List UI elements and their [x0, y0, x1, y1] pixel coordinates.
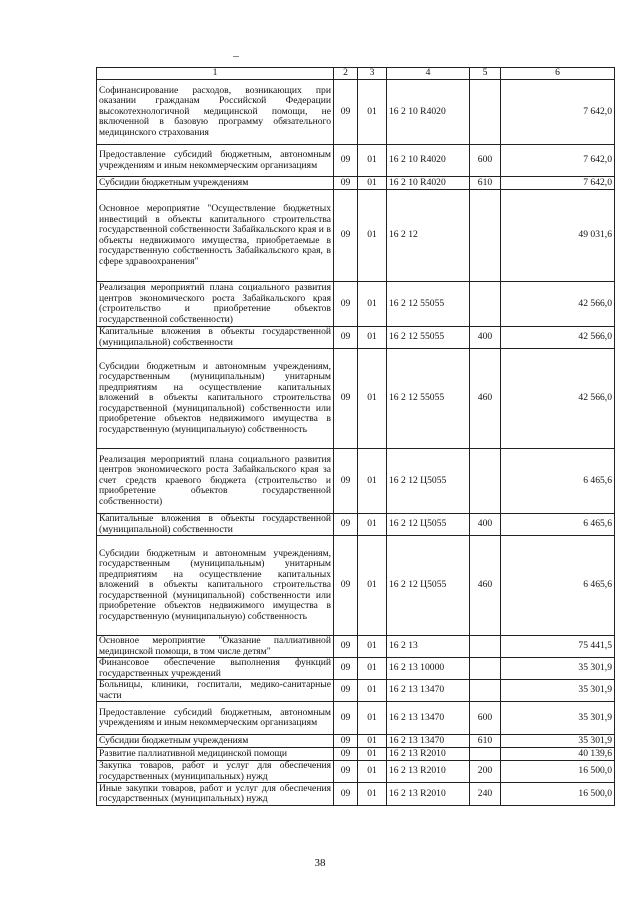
page-number: 38 — [314, 857, 326, 869]
amount-cell: 49 031,6 — [501, 190, 615, 282]
section-code-cell: 09 — [334, 748, 358, 761]
column-header: 5 — [470, 68, 501, 80]
row-name-cell: Закупка товаров, работ и услуг для обеспечения государственных (муниципальных) нужд — [97, 761, 334, 783]
expense-type-cell — [470, 658, 501, 680]
target-article-cell: 16 2 12 Ц5055 — [387, 514, 470, 536]
subsection-code-cell: 01 — [358, 145, 387, 177]
row-name-cell: Больницы, клиники, госпитали, медико-санитарные части — [97, 680, 334, 702]
target-article-cell: 16 2 10 R4020 — [387, 145, 470, 177]
column-header: 6 — [501, 68, 615, 80]
table-row — [97, 536, 615, 636]
subsection-code-cell: 01 — [358, 783, 387, 806]
table-row — [97, 282, 615, 327]
subsection-code-cell: 01 — [358, 702, 387, 735]
row-name-cell: Предоставление субсидий бюджетным, автономным учреждениям и иным некоммерческим организациям — [97, 702, 334, 735]
expense-type-cell: 600 — [470, 145, 501, 177]
expense-type-cell: 460 — [470, 349, 501, 449]
expense-type-cell: 240 — [470, 783, 501, 806]
subsection-code-cell: 01 — [358, 761, 387, 783]
table-row — [97, 658, 615, 680]
row-name-cell: Основное мероприятие "Осуществление бюджетных инвестиций в объекты капитального строительства государственной собственности Забайкальского края и в объекты недвижимого имущества, приобретаемые в государственную собственность Забайкальского края, в сфере здравоохранения" — [97, 190, 334, 282]
row-name-cell: Субсидии бюджетным и автономным учреждениям, государственным (муниципальным) унитарным предприятиям на осуществление капитальных вложений в объекты капитального строительства государственной (муниципальной) собственности или приобретение объектов недвижимого имущества в государственную (муниципальную) собственность — [97, 349, 334, 449]
row-name-cell: Реализация мероприятий плана социального развития центров экономического роста Забайкальского края за счет средств краевого бюджета (строительство и приобретение объектов государственной собственности) — [97, 449, 334, 514]
target-article-cell: 16 2 10 R4020 — [387, 80, 470, 145]
row-name-cell: Капитальные вложения в объекты государственной (муниципальной) собственности — [97, 514, 334, 536]
amount-cell: 16 500,0 — [501, 761, 615, 783]
expense-type-cell — [470, 636, 501, 658]
table-row — [97, 80, 615, 145]
expense-type-cell: 400 — [470, 514, 501, 536]
row-name-cell: Развитие паллиативной медицинской помощи — [97, 748, 334, 761]
amount-cell: 7 642,0 — [501, 145, 615, 177]
subsection-code-cell: 01 — [358, 449, 387, 514]
expense-type-cell — [470, 190, 501, 282]
table-row — [97, 514, 615, 536]
section-code-cell: 09 — [334, 282, 358, 327]
table-row — [97, 748, 615, 761]
table-body — [97, 80, 615, 806]
expense-type-cell: 600 — [470, 702, 501, 735]
section-code-cell: 09 — [334, 80, 358, 145]
budget-table — [96, 67, 615, 806]
target-article-cell: 16 2 13 R2010 — [387, 748, 470, 761]
subsection-code-cell: 01 — [358, 80, 387, 145]
table-row — [97, 702, 615, 735]
section-code-cell: 09 — [334, 735, 358, 748]
expense-type-cell: 400 — [470, 327, 501, 349]
target-article-cell: 16 2 12 55055 — [387, 282, 470, 327]
amount-cell: 7 642,0 — [501, 80, 615, 145]
table-row — [97, 783, 615, 806]
subsection-code-cell: 01 — [358, 190, 387, 282]
target-article-cell: 16 2 13 R2010 — [387, 761, 470, 783]
row-name-cell: Софинансирование расходов, возникающих при оказании гражданам Российской Федерации высокотехнологичной медицинской помощи, не включенной в базовую программу обязательного медицинского страхования — [97, 80, 334, 145]
amount-cell: 16 500,0 — [501, 783, 615, 806]
target-article-cell: 16 2 13 R2010 — [387, 783, 470, 806]
amount-cell: 42 566,0 — [501, 282, 615, 327]
expense-type-cell: 200 — [470, 761, 501, 783]
target-article-cell: 16 2 12 55055 — [387, 349, 470, 449]
expense-type-cell — [470, 80, 501, 145]
target-article-cell: 16 2 10 R4020 — [387, 177, 470, 190]
target-article-cell: 16 2 12 55055 — [387, 327, 470, 349]
target-article-cell: 16 2 13 10000 — [387, 658, 470, 680]
amount-cell: 35 301,9 — [501, 680, 615, 702]
table-row — [97, 680, 615, 702]
section-code-cell: 09 — [334, 327, 358, 349]
expense-type-cell — [470, 680, 501, 702]
subsection-code-cell: 01 — [358, 282, 387, 327]
amount-cell: 6 465,6 — [501, 514, 615, 536]
table-row — [97, 145, 615, 177]
row-name-cell: Субсидии бюджетным учреждениям — [97, 735, 334, 748]
target-article-cell: 16 2 13 13470 — [387, 735, 470, 748]
section-code-cell: 09 — [334, 349, 358, 449]
table-header-row — [97, 68, 615, 80]
row-name-cell: Финансовое обеспечение выполнения функций государственных учреждений — [97, 658, 334, 680]
table-row — [97, 449, 615, 514]
subsection-code-cell: 01 — [358, 327, 387, 349]
row-name-cell: Реализация мероприятий плана социального развития центров экономического роста Забайкальского края (строительство и приобретение объектов государственной собственности) — [97, 282, 334, 327]
target-article-cell: 16 2 12 Ц5055 — [387, 449, 470, 514]
table-row — [97, 349, 615, 449]
expense-type-cell: 460 — [470, 536, 501, 636]
amount-cell: 42 566,0 — [501, 327, 615, 349]
section-code-cell: 09 — [334, 702, 358, 735]
table-row — [97, 177, 615, 190]
table-row — [97, 761, 615, 783]
column-header: 2 — [334, 68, 358, 80]
section-code-cell: 09 — [334, 680, 358, 702]
section-code-cell: 09 — [334, 449, 358, 514]
subsection-code-cell: 01 — [358, 349, 387, 449]
row-name-cell: Основное мероприятие "Оказание паллиативной медицинской помощи, в том числе детям" — [97, 636, 334, 658]
subsection-code-cell: 01 — [358, 514, 387, 536]
row-name-cell: Иные закупки товаров, работ и услуг для обеспечения государственных (муниципальных) нужд — [97, 783, 334, 806]
amount-cell: 6 465,6 — [501, 449, 615, 514]
column-header: 4 — [387, 68, 470, 80]
section-code-cell: 09 — [334, 145, 358, 177]
subsection-code-cell: 01 — [358, 748, 387, 761]
section-code-cell: 09 — [334, 636, 358, 658]
row-name-cell: Субсидии бюджетным и автономным учреждениям, государственным (муниципальным) унитарным предприятиям на осуществление капитальных вложений в объекты капитального строительства государственной (муниципальной) собственности или приобретение объектов недвижимого имущества в государственную (муниципальную) собственность — [97, 536, 334, 636]
section-code-cell: 09 — [334, 658, 358, 680]
expense-type-cell — [470, 449, 501, 514]
table-row — [97, 735, 615, 748]
section-code-cell: 09 — [334, 190, 358, 282]
section-code-cell: 09 — [334, 783, 358, 806]
row-name-cell: Субсидии бюджетным учреждениям — [97, 177, 334, 190]
row-name-cell: Предоставление субсидий бюджетным, автономным учреждениям и иным некоммерческим организациям — [97, 145, 334, 177]
section-code-cell: 09 — [334, 514, 358, 536]
column-header: 3 — [358, 68, 387, 80]
target-article-cell: 16 2 12 — [387, 190, 470, 282]
expense-type-cell — [470, 282, 501, 327]
amount-cell: 40 139,6 — [501, 748, 615, 761]
target-article-cell: 16 2 13 — [387, 636, 470, 658]
expense-type-cell: 610 — [470, 735, 501, 748]
amount-cell: 42 566,0 — [501, 349, 615, 449]
section-code-cell: 09 — [334, 536, 358, 636]
table-row — [97, 327, 615, 349]
subsection-code-cell: 01 — [358, 735, 387, 748]
subsection-code-cell: 01 — [358, 177, 387, 190]
target-article-cell: 16 2 13 13470 — [387, 702, 470, 735]
table-row — [97, 636, 615, 658]
amount-cell: 7 642,0 — [501, 177, 615, 190]
amount-cell: 35 301,9 — [501, 702, 615, 735]
expense-type-cell: 610 — [470, 177, 501, 190]
subsection-code-cell: 01 — [358, 636, 387, 658]
subsection-code-cell: 01 — [358, 536, 387, 636]
column-header: 1 — [97, 68, 334, 80]
section-code-cell: 09 — [334, 761, 358, 783]
table-row — [97, 190, 615, 282]
section-code-cell: 09 — [334, 177, 358, 190]
amount-cell: 35 301,9 — [501, 658, 615, 680]
scan-mark — [233, 56, 239, 57]
row-name-cell: Капитальные вложения в объекты государственной (муниципальной) собственности — [97, 327, 334, 349]
target-article-cell: 16 2 13 13470 — [387, 680, 470, 702]
amount-cell: 75 441,5 — [501, 636, 615, 658]
amount-cell: 6 465,6 — [501, 536, 615, 636]
subsection-code-cell: 01 — [358, 680, 387, 702]
expense-type-cell — [470, 748, 501, 761]
target-article-cell: 16 2 12 Ц5055 — [387, 536, 470, 636]
subsection-code-cell: 01 — [358, 658, 387, 680]
amount-cell: 35 301,9 — [501, 735, 615, 748]
